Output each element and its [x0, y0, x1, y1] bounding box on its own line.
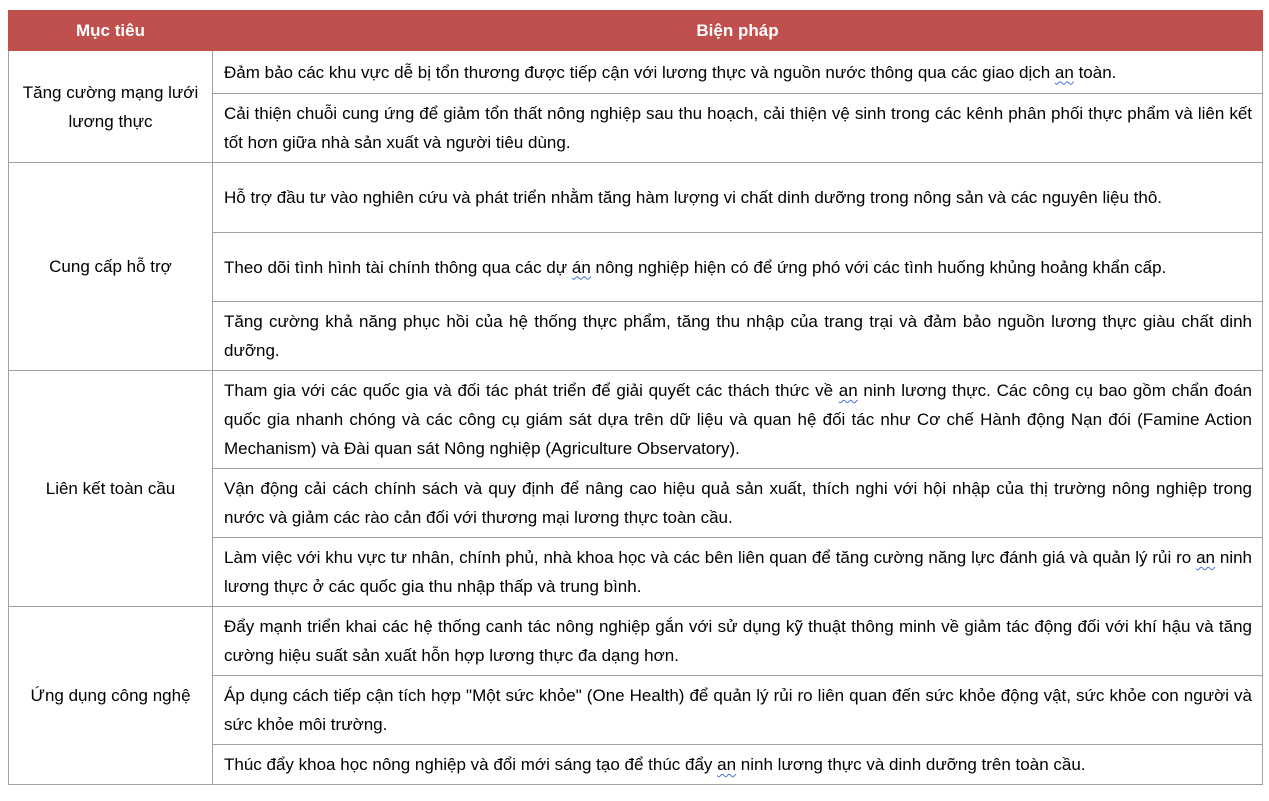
measure-cell [213, 302, 1263, 371]
measure-text: ninh lương thực. Các công cụ bao gồm chẩn đoán quốc gia nhanh chóng và các công cụ giám sát dựa trên dữ liệu và quan hệ đối tác như Cơ chế Hành động Nạn đói (Famine Action Mechanism) và Đài quan sát Nông nghiệp (Agriculture Observatory). [224, 381, 1252, 458]
header-goal: Mục tiêu [9, 11, 213, 51]
table-row [9, 163, 1263, 233]
spellcheck-word: an [717, 755, 737, 774]
measure-text: ninh lương thực ở các quốc gia thu nhập thấp và trung bình. [224, 548, 1253, 596]
measure-text: Tham gia với các quốc gia và đối tác phát triển để giải quyết các thách thức về [224, 381, 839, 400]
measure-text: Làm việc với khu vực tư nhân, chính phủ, nhà khoa học và các bên liên quan để tăng cường năng lực đánh giá và quản lý rủi ro [224, 548, 1197, 567]
measure-text: ninh lương thực và dinh dưỡng trên toàn cầu. [736, 755, 1086, 774]
spellcheck-word: an [1054, 62, 1074, 82]
measure-cell [213, 538, 1263, 607]
measure-text: Thúc đẩy khoa học nông nghiệp và đổi mới sáng tạo để thúc đẩy [224, 755, 718, 774]
measure-cell [213, 469, 1263, 538]
measure-cell [213, 51, 1263, 94]
document-table-wrapper [8, 10, 1262, 785]
measure-cell [213, 745, 1263, 785]
measure-cell [213, 676, 1263, 745]
measure-text: Đảm bảo các khu vực dễ bị tổn thương được tiếp cận với lương thực và nguồn nước thông qua các giao dịch [224, 62, 1055, 82]
goal-cell: Cung cấp hỗ trợ [9, 163, 213, 371]
goals-measures-table [8, 10, 1263, 785]
measure-text: nông nghiệp hiện có để ứng phó với các tình huống khủng hoảng khẩn cấp. [590, 257, 1167, 277]
measure-cell [213, 371, 1263, 469]
measure-text: Áp dụng cách tiếp cận tích hợp "Một sức khỏe" (One Health) để quản lý rủi ro liên quan đến sức khỏe động vật, sức khỏe con người và sức khỏe môi trường. [224, 686, 1252, 734]
measure-text: Theo dõi tình hình tài chính thông qua các dự [224, 257, 572, 277]
measure-text: Cải thiện chuỗi cung ứng để giảm tổn thất nông nghiệp sau thu hoạch, cải thiện vệ sinh trong các kênh phân phối thực phẩm và liên kết tốt hơn giữa nhà sản xuất và người tiêu dùng. [224, 104, 1252, 152]
table-row [9, 607, 1263, 676]
measure-text: Đẩy mạnh triển khai các hệ thống canh tác nông nghiệp gắn với sử dụng kỹ thuật thông minh về giảm tác động đối với khí hậu và tăng cường hiệu suất sản xuất hỗn hợp lương thực đa dạng hơn. [224, 617, 1252, 665]
header-measure: Biện pháp [213, 11, 1263, 51]
spellcheck-word: an [838, 381, 858, 400]
goal-cell: Liên kết toàn cầu [9, 371, 213, 607]
measure-text: Vận động cải cách chính sách và quy định để nâng cao hiệu quả sản xuất, thích nghi với hội nhập của thị trường nông nghiệp trong nước và giảm các rào cản đối với thương mại lương thực toàn cầu. [224, 479, 1252, 527]
measure-cell [213, 233, 1263, 302]
measure-cell [213, 94, 1263, 163]
table-row [9, 371, 1263, 469]
goal-cell: Ứng dụng công nghệ [9, 607, 213, 785]
measure-cell [213, 163, 1263, 233]
table-row [9, 51, 1263, 94]
measure-text: Hỗ trợ đầu tư vào nghiên cứu và phát triển nhằm tăng hàm lượng vi chất dinh dưỡng trong nông sản và các nguyên liệu thô. [224, 188, 1163, 207]
measure-cell [213, 607, 1263, 676]
spellcheck-word: an [1196, 548, 1216, 567]
spellcheck-word: án [571, 257, 591, 277]
goal-cell: Tăng cường mạng lưới lương thực [9, 51, 213, 163]
measure-text: toàn. [1073, 62, 1117, 82]
measure-text: Tăng cường khả năng phục hồi của hệ thống thực phẩm, tăng thu nhập của trang trại và đảm bảo nguồn lương thực giàu chất dinh dưỡng. [224, 312, 1252, 360]
table-header-row [9, 11, 1263, 51]
